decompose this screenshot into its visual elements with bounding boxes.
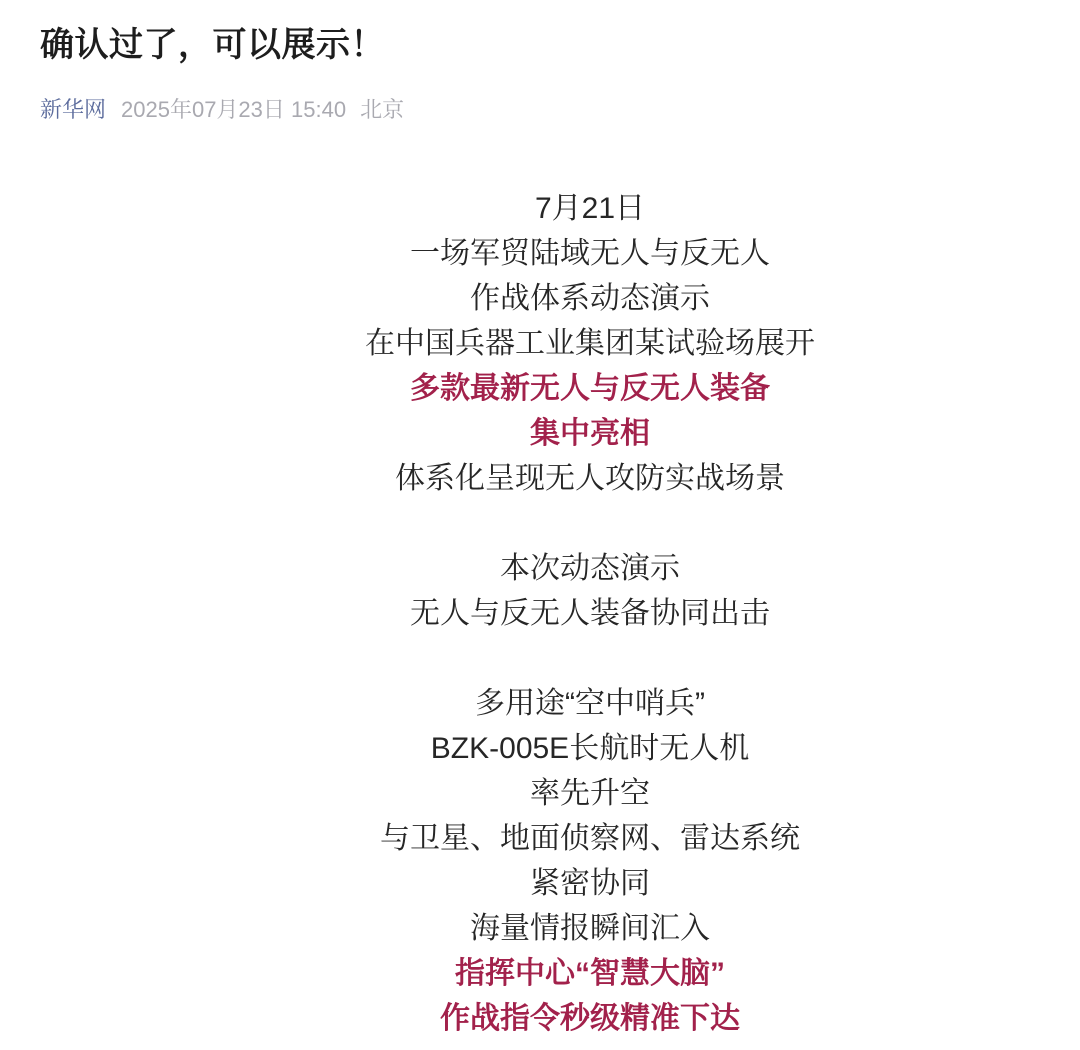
body-line: 率先升空 [530,777,650,810]
publish-datetime: 2025年07月23日 15:40 [121,97,347,122]
article-paragraph [100,546,1080,636]
body-line-emphasis: 作战指令秒级精准下达 [440,1002,740,1035]
body-line-emphasis: 多款最新无人与反无人装备 [410,372,770,405]
publish-location: 北京 [360,97,405,122]
body-line: 与卫星、地面侦察网、雷达系统 [380,822,800,855]
article-paragraph [100,186,1080,501]
article-title: 确认过了，可以展示！ [40,26,385,64]
article-meta [40,97,1080,123]
body-line: BZK-005E长航时无人机 [430,732,750,765]
body-line: 在中国兵器工业集团某试验场展开 [365,327,815,360]
article-paragraph [100,681,1080,1041]
source-link[interactable]: 新华网 [40,97,107,122]
body-line: 体系化呈现无人攻防实战场景 [395,462,785,495]
body-line-emphasis: 集中亮相 [530,417,650,450]
body-line: 作战体系动态演示 [470,282,710,315]
article-body [40,186,1080,1041]
body-line-emphasis: 指挥中心“智慧大脑” [455,957,725,990]
body-line: 海量情报瞬间汇入 [470,912,710,945]
body-line: 多用途“空中哨兵” [475,687,705,720]
body-line: 无人与反无人装备协同出击 [410,597,770,630]
body-line: 本次动态演示 [500,552,680,585]
body-line: 一场军贸陆域无人与反无人 [410,237,770,270]
body-line: 7月21日 [534,192,646,225]
body-line: 紧密协同 [530,867,650,900]
